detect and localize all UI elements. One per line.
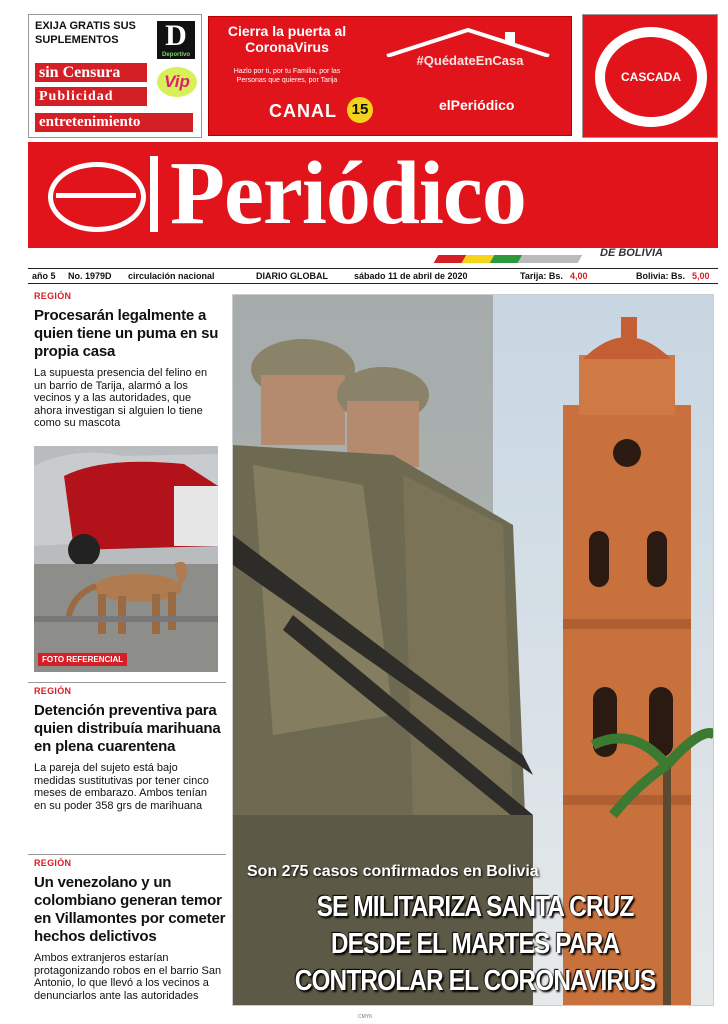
story-kicker: REGIÓN (34, 858, 72, 868)
edition-number: No. 1979D (68, 271, 112, 281)
cascada-ad[interactable] (582, 14, 718, 138)
puma-photo[interactable] (34, 446, 218, 672)
supplements-ad[interactable] (28, 14, 202, 138)
tarija-price-label: Tarija: Bs. (520, 271, 563, 281)
cascada-logo: CASCADA (605, 37, 697, 117)
top-ads-row (28, 14, 718, 138)
puma-photo-illustration (34, 446, 218, 672)
covid-ad-text: Hazlo por ti, por tu Familia, por las Personas que quieres, por Tarija (233, 68, 341, 84)
elperiodico-small-logo: elPeriódico (439, 97, 515, 113)
deportivo-logo[interactable] (157, 21, 195, 59)
masthead-tagline: DE BOLIVIA (600, 247, 663, 259)
main-story-subhead: Son 275 casos confirmados en Bolivia (247, 863, 539, 880)
main-story[interactable] (232, 294, 714, 1006)
circulation: circulación nacional (128, 271, 215, 281)
print-color-mark: CMYK (358, 1014, 373, 1020)
photo-credit: FOTO REFERENCIAL (38, 653, 127, 666)
covid-ad-headline: Cierra la puerta al CoronaVirus (227, 23, 347, 55)
vip-logo[interactable]: Vip (157, 67, 197, 97)
supplement-publicidad[interactable]: Publicidad (35, 87, 147, 106)
paper-type: DIARIO GLOBAL (256, 271, 328, 281)
deportivo-name: Deportivo (161, 52, 190, 58)
masthead-l-letter (150, 156, 158, 232)
tarija-price: 4,00 (570, 271, 588, 281)
story-headline[interactable]: Detención preventiva para quien distribuía marihuana en plena cuarentena (34, 702, 221, 755)
story-puma[interactable] (28, 288, 226, 680)
masthead-title: Periódico (170, 144, 526, 243)
story-summary: La supuesta presencia del felino en un barrio de Tarija, alarmó a los vecinos y a las autoridades, que ahora investigan si alguien lo tiene como su mascota (34, 367, 208, 429)
supplements-title: EXIJA GRATIS SUS SUPLEMENTOS (35, 20, 136, 46)
bolivia-price-label: Bolivia: Bs. (636, 271, 686, 281)
story-summary: Ambos extranjeros estarían protagonizando robos en el barrio San Antonio, lo que llevó a los vecinos a denunciarlos ante las autoridades (34, 952, 222, 1002)
canal-label: CANAL (269, 101, 337, 121)
masthead-e-bar (56, 193, 136, 198)
story-kicker: REGIÓN (34, 291, 72, 301)
flag-grey-bar (518, 255, 583, 263)
main-story-headline[interactable]: SE MILITARIZA SANTA CRUZ DESDE EL MARTES PARA CONTROLAR EL CORONAVIRUS (294, 891, 656, 997)
left-column (28, 288, 226, 1012)
bolivia-price: 5,00 (692, 271, 710, 281)
edition-date: sábado 11 de abril de 2020 (354, 271, 468, 281)
story-headline[interactable]: Un venezolano y un colombiano generan temor en Villamontes por cometer hechos delictivos (34, 874, 226, 945)
quedate-en-casa-hashtag: #QuédateEnCasa (416, 53, 524, 68)
supplement-entretenimiento[interactable]: entretenimiento (35, 113, 193, 132)
masthead[interactable] (28, 142, 718, 248)
edition-info-bar (28, 268, 718, 284)
story-kicker: REGIÓN (34, 686, 72, 696)
covid-ad[interactable] (208, 16, 572, 136)
edition-year: año 5 (32, 271, 56, 281)
story-marihuana[interactable] (28, 682, 226, 852)
story-headline[interactable]: Procesarán legalmente a quien tiene un puma en su propia casa (34, 307, 219, 360)
canal-number-badge: 15 (347, 97, 373, 123)
bolivia-flag-stripes (436, 250, 586, 258)
story-summary: La pareja del sujeto está bajo medidas sustitutivas por tener cinco meses de embarazo. Ambos tenían en su poder 358 grs de marihuana (34, 762, 209, 812)
story-villamontes[interactable] (28, 854, 226, 1004)
supplement-sin-censura[interactable]: sin Censura (35, 63, 147, 82)
deportivo-letter: D (165, 19, 187, 52)
